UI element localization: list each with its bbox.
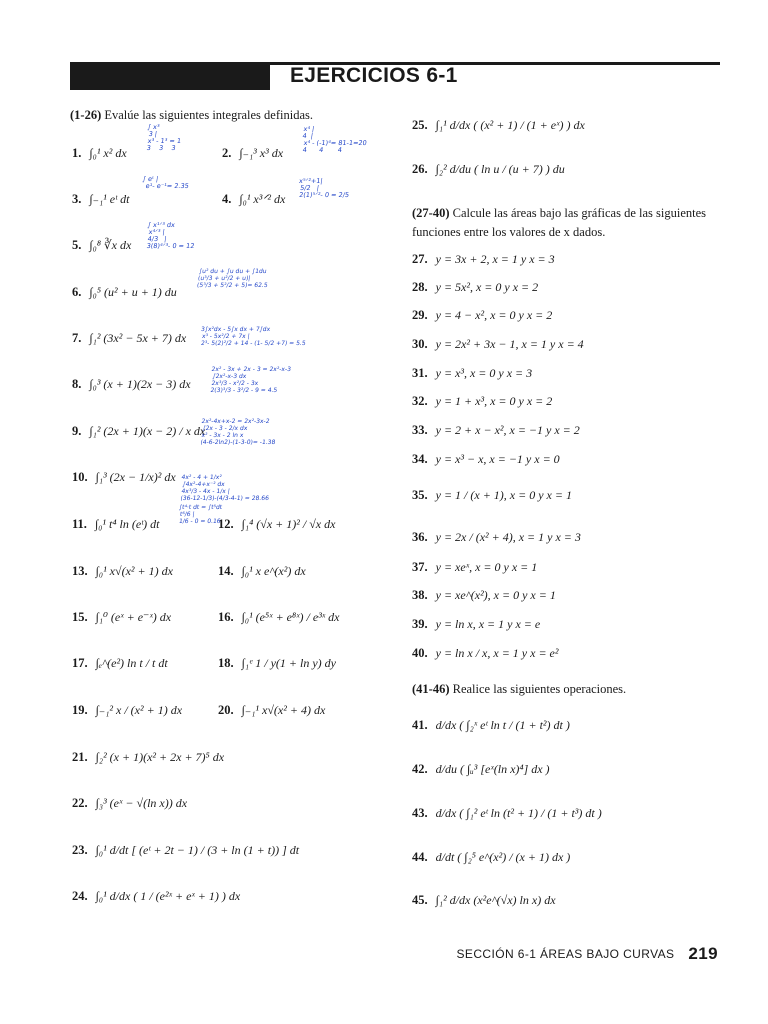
exercise-44: 44. d/dt ( ∫₂⁵ e^(x²) / (x + 1) dx )	[412, 850, 571, 864]
exercise-25: 25. ∫₁¹ d/dx ( (x² + 1) / (1 + eˣ) ) dx	[412, 118, 585, 132]
handwriting-9: 2x²-4x+x-2 = 2x²-3x-2 ∫2x - 3 - 2/x dx x² - 3x - 2 ln x (4-6-2ln2)-(1-3-0)= -1.38	[198, 418, 276, 446]
exercise-40: 40. y = ln x / x, x = 1 y x = e²	[412, 646, 559, 660]
exercise-17: 17. ∫ₑ^(e²) ln t / t dt	[72, 656, 168, 670]
instructions-27-40-text: Calcule las áreas bajo las gráficas de las siguientes funciones entre los valores de x dados.	[412, 206, 707, 239]
exercise-7: 7. ∫₁² (3x² − 5x + 7) dx	[72, 331, 187, 345]
exercise-45: 45. ∫₁² d/dx (x²e^(√x) ln x) dx	[412, 893, 556, 907]
page-footer	[457, 944, 718, 964]
instructions-1-26-num: (1-26)	[70, 108, 102, 122]
handwriting-7: 3∫x²dx - 5∫x dx + 7∫dx x³ - 5x²/2 + 7x | 2³- 5(2)²/2 + 14 - (1- 5/2 +7) = 5.5	[198, 326, 307, 347]
exercise-9: 9. ∫₁² (2x + 1)(x − 2) / x dx	[72, 424, 206, 438]
exercise-39: 39. y = ln x, x = 1 y x = e	[412, 617, 541, 631]
exercise-28: 28. y = 5x², x = 0 y x = 2	[412, 280, 539, 294]
instructions-41-46-text: Realice las siguientes operaciones.	[452, 682, 627, 696]
exercise-4: 4. ∫₀¹ x³ᐟ² dx	[222, 192, 286, 206]
exercise-19: 19. ∫₋₁² x / (x² + 1) dx	[72, 703, 183, 717]
instructions-27-40-num: (27-40)	[412, 206, 450, 220]
handwriting-2: x⁴ | 4 | x⁴ - (-1)⁴= 81-1=20 4 4 4	[300, 125, 368, 154]
handwriting-6: ∫u² du + ∫u du + ∫1du (u³/3 + u²/2 + u)| (5³/3 + 5²/2 + 5)= 62.5	[196, 268, 269, 289]
handwriting-11: ∫t⁴·t dt = ∫t⁵dt t⁶/6 | 1/6 - 0 = 0.16	[176, 504, 223, 525]
exercise-11: 11. ∫₀¹ t⁴ ln (eᵗ) dt	[72, 517, 160, 531]
exercise-14: 14. ∫₀¹ x e^(x²) dx	[218, 564, 306, 578]
exercise-6: 6. ∫₀⁵ (u² + u + 1) du	[72, 285, 177, 299]
header-black-bar	[70, 64, 270, 90]
exercise-43: 43. d/dx ( ∫₁² eᵗ ln (t² + 1) / (1 + t³) dt )	[412, 806, 602, 820]
exercise-8: 8. ∫₀³ (x + 1)(2x − 3) dx	[72, 377, 191, 391]
exercise-21: 21. ∫₂² (x + 1)(x² + 2x + 7)⁵ dx	[72, 750, 225, 764]
exercise-41: 41. d/dx ( ∫₂ˣ eᵗ ln t / (1 + t²) dt )	[412, 718, 570, 732]
instructions-41-46-num: (41-46)	[412, 682, 450, 696]
exercise-26: 26. ∫₂² d/du ( ln u / (u + 7) ) du	[412, 162, 565, 176]
exercise-15: 15. ∫₁⁰ (eˣ + e⁻ˣ) dx	[72, 610, 172, 624]
exercise-3: 3. ∫₋₁¹ eᵗ dt	[72, 192, 130, 206]
exercise-42: 42. d/du ( ∫ᵤ³ [eˣ(ln x)⁴] dx )	[412, 762, 550, 776]
instructions-41-46	[412, 680, 722, 699]
handwriting-10: 4x² - 4 + 1/x² ∫4x²-4+x⁻² dx 4x³/3 - 4x - 1/x | (36-12-1/3)-(4/3-4-1) = 28.66	[178, 474, 270, 502]
exercise-20: 20. ∫₋₁¹ x√(x² + 4) dx	[218, 703, 326, 717]
exercise-10: 10. ∫₁³ (2x − 1/x)² dx	[72, 470, 176, 484]
handwriting-4: x⁵ᐟ²+1| 5/2 | 2(1)⁵ᐟ²- 0 = 2/5	[296, 177, 350, 199]
handwriting-5: ∫ x¹ᐟ³ dx x⁴ᐟ³ | 4/3 | 3(8)⁴ᐟ³- 0 = 12	[144, 221, 195, 250]
page-title: EJERCICIOS 6-1	[290, 64, 458, 87]
exercise-22: 22. ∫₃³ (eˣ − √(ln x)) dx	[72, 796, 188, 810]
handwriting-3: ∫ eᵗ | e¹- e⁻¹= 2.35	[141, 175, 190, 190]
exercise-35: 35. y = 1 / (x + 1), x = 0 y x = 1	[412, 488, 572, 502]
exercise-34: 34. y = x³ − x, x = −1 y x = 0	[412, 452, 560, 466]
exercise-12: 12. ∫₁⁴ (√x + 1)² / √x dx	[218, 517, 336, 531]
page-number: 219	[688, 944, 718, 963]
exercise-5: 5. ∫₀⁸ ∛x dx	[72, 238, 132, 252]
exercise-33: 33. y = 2 + x − x², x = −1 y x = 2	[412, 423, 580, 437]
exercise-2: 2. ∫₋₁³ x³ dx	[222, 146, 284, 160]
instructions-1-26-text: Evalúe las siguientes integrales definidas.	[104, 108, 313, 122]
exercise-16: 16. ∫₀¹ (e⁵ˣ + e⁸ˣ) / e³ˣ dx	[218, 610, 340, 624]
exercise-38: 38. y = xe^(x²), x = 0 y x = 1	[412, 588, 556, 602]
handwriting-1: ∫ x³ 3 | x³ - 1³ = 1 3 3 3	[144, 123, 182, 152]
exercise-31: 31. y = x³, x = 0 y x = 3	[412, 366, 533, 380]
exercise-13: 13. ∫₀¹ x√(x² + 1) dx	[72, 564, 173, 578]
exercise-30: 30. y = 2x² + 3x − 1, x = 1 y x = 4	[412, 337, 584, 351]
exercise-29: 29. y = 4 − x², x = 0 y x = 2	[412, 308, 553, 322]
footer-section-title: SECCIÓN 6-1 ÁREAS BAJO CURVAS	[456, 947, 675, 961]
exercise-27: 27. y = 3x + 2, x = 1 y x = 3	[412, 252, 555, 266]
exercise-24: 24. ∫₀¹ d/dx ( 1 / (e²ˣ + eˣ + 1) ) dx	[72, 889, 241, 903]
instructions-1-26	[70, 106, 390, 125]
exercise-37: 37. y = xeˣ, x = 0 y x = 1	[412, 560, 538, 574]
exercise-32: 32. y = 1 + x³, x = 0 y x = 2	[412, 394, 553, 408]
exercise-36: 36. y = 2x / (x² + 4), x = 1 y x = 3	[412, 530, 581, 544]
handwriting-8: 2x² - 3x + 2x - 3 = 2x²-x-3 ∫2x²-x-3 dx 2x³/3 - x²/2 - 3x 2(3)³/3 - 3²/2 - 9 = 4.5	[208, 366, 292, 394]
instructions-27-40	[412, 204, 722, 242]
exercise-23: 23. ∫₀¹ d/dt [ (eᵗ + 2t − 1) / (3 + ln (1 + t)) ] dt	[72, 843, 300, 857]
exercise-18: 18. ∫₁ᵉ 1 / y(1 + ln y) dy	[218, 656, 336, 670]
exercise-1: 1. ∫₀¹ x² dx	[72, 146, 127, 160]
